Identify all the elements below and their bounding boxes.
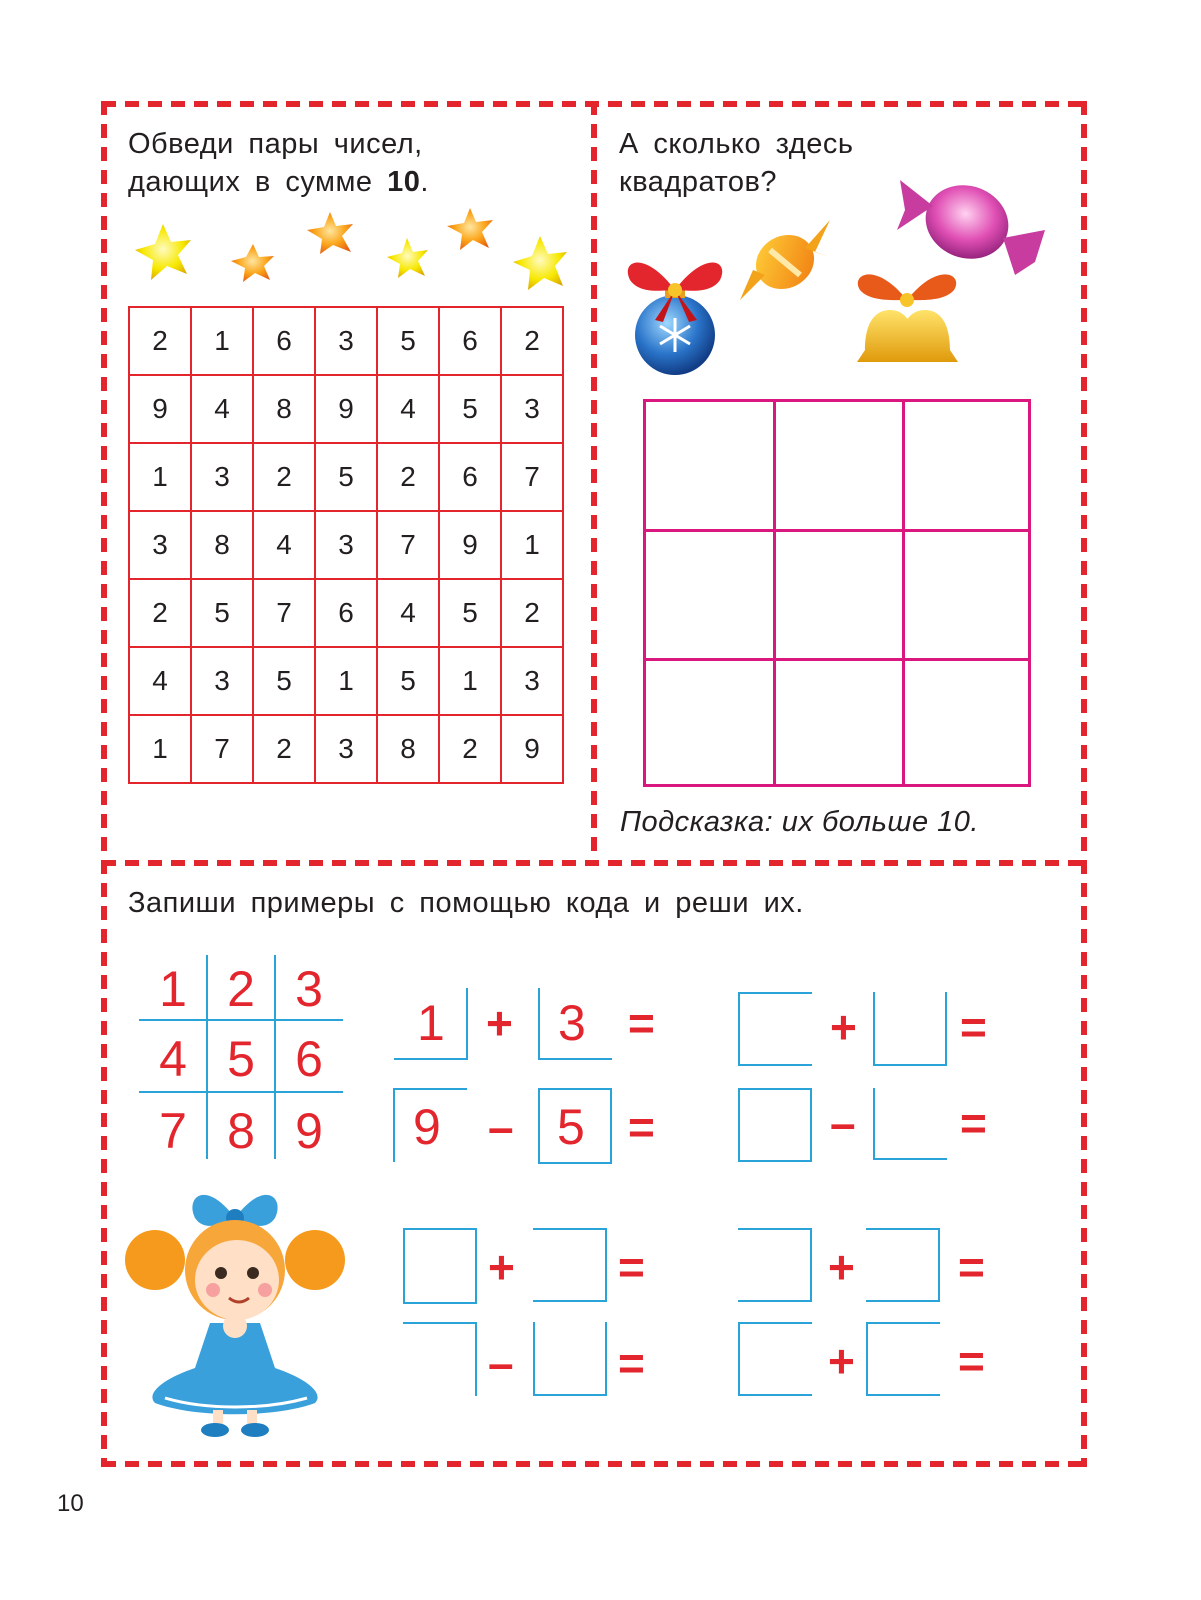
star-icon (387, 238, 428, 278)
equals-sign: = (618, 1337, 645, 1389)
task3-instruction: Запиши примеры с помощью кода и реши их. (128, 887, 804, 919)
code-line (139, 1019, 343, 1021)
grid-cell[interactable]: 3 (315, 307, 377, 375)
code-line (274, 955, 276, 1159)
grid-cell[interactable]: 3 (315, 715, 377, 783)
grid-cell[interactable]: 4 (377, 375, 439, 443)
code-shape (866, 1300, 940, 1302)
equals-sign: = (618, 1241, 645, 1293)
code-shape (866, 1394, 940, 1396)
example1-b: 3 (558, 995, 586, 1051)
code-shape (738, 1322, 812, 1324)
example1-eq: = (628, 997, 655, 1049)
task1-line1: Обведи пары чисел, (128, 128, 423, 160)
code-line (206, 955, 208, 1159)
frame-right (1081, 101, 1087, 1467)
grid-cell[interactable]: 1 (191, 307, 253, 375)
plus-sign: + (828, 1241, 855, 1293)
code-shape (738, 1064, 812, 1066)
grid-cell[interactable]: 9 (501, 715, 563, 783)
grid-row (129, 715, 563, 783)
grid-cell[interactable]: 4 (129, 647, 191, 715)
code-cell: 7 (159, 1103, 187, 1159)
code-shape (738, 1228, 812, 1230)
code-shape (605, 1322, 607, 1396)
star-icon (135, 224, 191, 280)
grid-cell[interactable]: 8 (377, 715, 439, 783)
grid-cell[interactable]: 3 (501, 647, 563, 715)
code-shape (538, 988, 540, 1060)
grid-row (129, 375, 563, 443)
example1-op: + (486, 997, 513, 1049)
code-shape (866, 1322, 868, 1396)
grid-cell[interactable]: 6 (439, 307, 501, 375)
grid-cell[interactable]: 5 (253, 647, 315, 715)
code-shape (403, 1322, 477, 1324)
grid-cell[interactable]: 9 (439, 511, 501, 579)
code-shape (738, 992, 812, 994)
minus-sign: – (488, 1337, 514, 1389)
grid-cell[interactable]: 5 (315, 443, 377, 511)
code-shape (945, 992, 947, 1066)
code-shape (533, 1394, 607, 1396)
code-shape (533, 1322, 535, 1396)
task1-sum: 10 (387, 166, 421, 198)
code-shape (475, 1322, 477, 1396)
grid-cell[interactable]: 5 (377, 647, 439, 715)
pink-candy-icon (897, 174, 1045, 275)
code-cell: 9 (295, 1103, 323, 1159)
squares-line (773, 402, 776, 784)
grid-cell[interactable]: 9 (129, 375, 191, 443)
code-cell: 1 (159, 961, 187, 1017)
grid-cell[interactable]: 3 (191, 443, 253, 511)
task1-line2 (128, 163, 429, 201)
grid-cell[interactable]: 8 (191, 511, 253, 579)
example2-b: 5 (557, 1099, 585, 1155)
grid-cell[interactable]: 3 (501, 375, 563, 443)
grid-row (129, 579, 563, 647)
grid-row (129, 647, 563, 715)
grid-cell[interactable]: 4 (377, 579, 439, 647)
grid-cell[interactable]: 5 (191, 579, 253, 647)
stars-decoration (125, 200, 575, 300)
code-shape (866, 1228, 940, 1230)
task2-line1: А сколько здесь (619, 128, 854, 160)
star-icon (231, 244, 274, 282)
grid-cell[interactable]: 2 (253, 715, 315, 783)
squares-line (646, 658, 1028, 661)
code-shape (466, 988, 468, 1060)
code-shape (533, 1228, 607, 1230)
grid-cell[interactable]: 1 (315, 647, 377, 715)
code-shape (738, 992, 740, 1066)
grid-cell[interactable]: 5 (439, 375, 501, 443)
code-shape (605, 1228, 607, 1302)
grid-cell[interactable]: 6 (315, 579, 377, 647)
code-cell: 4 (159, 1031, 187, 1087)
code-shape (866, 1322, 940, 1324)
grid-row (129, 443, 563, 511)
grid-cell[interactable]: 2 (439, 715, 501, 783)
code-shape (873, 1158, 947, 1160)
hint-text: Подсказка: их больше 10. (620, 806, 979, 838)
code-shape (873, 992, 875, 1066)
grid-cell[interactable]: 5 (377, 307, 439, 375)
orange-candy-icon (740, 220, 830, 300)
minus-sign: – (830, 1097, 856, 1149)
code-shape (403, 1228, 477, 1304)
equals-sign: = (958, 1335, 985, 1387)
equals-sign: = (958, 1241, 985, 1293)
squares-puzzle (643, 399, 1031, 787)
code-cell: 8 (227, 1103, 255, 1159)
plus-sign: + (828, 1335, 855, 1387)
grid-cell[interactable]: 6 (253, 307, 315, 375)
grid-cell[interactable]: 3 (191, 647, 253, 715)
grid-cell[interactable]: 7 (377, 511, 439, 579)
grid-cell[interactable]: 5 (439, 579, 501, 647)
grid-cell[interactable]: 2 (501, 579, 563, 647)
code-shape (533, 1300, 607, 1302)
code-grid (139, 955, 343, 1159)
code-shape (873, 1088, 875, 1160)
girl-illustration (125, 1178, 345, 1440)
grid-cell[interactable]: 2 (501, 307, 563, 375)
code-shape (738, 1300, 812, 1302)
code-shape (738, 1088, 812, 1162)
grid-cell[interactable]: 1 (129, 443, 191, 511)
grid-row (129, 307, 563, 375)
plus-sign: + (488, 1241, 515, 1293)
code-shape (938, 1228, 940, 1302)
new-year-decorations (615, 150, 1055, 390)
grid-cell[interactable]: 4 (253, 511, 315, 579)
grid-cell[interactable]: 7 (253, 579, 315, 647)
task1-line2-text: дающих в сумме (128, 166, 388, 198)
equals-sign: = (960, 1097, 987, 1149)
code-shape (873, 1064, 947, 1066)
code-cell: 5 (227, 1031, 255, 1087)
grid-row (129, 511, 563, 579)
grid-cell[interactable]: 1 (129, 715, 191, 783)
code-cell: 2 (227, 961, 255, 1017)
grid-cell[interactable]: 3 (129, 511, 191, 579)
page-number: 10 (57, 1490, 84, 1517)
grid-cell[interactable]: 9 (315, 375, 377, 443)
grid-cell[interactable]: 1 (439, 647, 501, 715)
bells-icon (857, 274, 958, 362)
grid-cell[interactable]: 2 (377, 443, 439, 511)
code-cell: 6 (295, 1031, 323, 1087)
number-grid (128, 306, 564, 784)
code-cell: 3 (295, 961, 323, 1017)
code-line (139, 1091, 343, 1093)
grid-cell[interactable]: 4 (191, 375, 253, 443)
grid-cell[interactable]: 1 (501, 511, 563, 579)
grid-cell[interactable]: 8 (253, 375, 315, 443)
star-icon (307, 212, 353, 254)
frame-center (591, 101, 597, 863)
grid-cell[interactable]: 2 (129, 307, 191, 375)
code-shape (393, 1088, 395, 1162)
grid-cell[interactable]: 6 (439, 443, 501, 511)
task2-line2: квадратов? (619, 166, 778, 198)
grid-cell[interactable]: 7 (191, 715, 253, 783)
squares-line (646, 529, 1028, 532)
task1-instruction (128, 125, 429, 201)
plus-sign: + (830, 1001, 857, 1053)
grid-cell[interactable]: 2 (129, 579, 191, 647)
code-shape (538, 1058, 612, 1060)
grid-cell[interactable]: 3 (315, 511, 377, 579)
task1-line2-dot: . (420, 166, 429, 198)
grid-cell[interactable]: 7 (501, 443, 563, 511)
code-shape (738, 1322, 740, 1396)
example2-op: – (488, 1101, 514, 1153)
example2-a: 9 (413, 1099, 441, 1155)
ornament-ball-icon (628, 263, 722, 376)
grid-cell[interactable]: 2 (253, 443, 315, 511)
code-shape (393, 1088, 467, 1090)
example2-eq: = (628, 1101, 655, 1153)
frame-bottom (102, 1461, 1087, 1467)
frame-left (101, 101, 107, 1467)
equals-sign: = (960, 1001, 987, 1053)
star-icon (447, 208, 493, 250)
example1-a: 1 (417, 995, 445, 1051)
code-shape (810, 1228, 812, 1302)
code-shape (738, 1394, 812, 1396)
code-shape (394, 1058, 468, 1060)
star-icon (513, 236, 567, 290)
squares-line (902, 402, 905, 784)
